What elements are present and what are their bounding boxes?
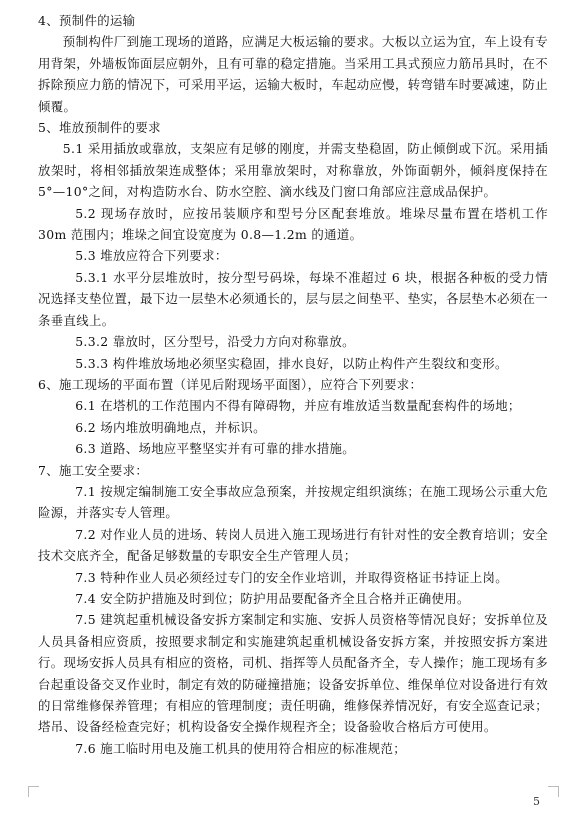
heading-site-layout: 6、施工现场的平面布置（详见后附现场平面图），应符合下列要求： xyxy=(38,376,423,392)
margin-mark-left xyxy=(28,786,39,797)
heading-transport: 4、预制件的运输 xyxy=(38,13,136,28)
page-number: 5 xyxy=(533,795,540,808)
document-body xyxy=(38,10,548,759)
paragraph-5-3: 5.3 堆放应符合下列要求： xyxy=(75,248,228,264)
paragraph-5-3-2: 5.3.2 靠放时，区分型号，沿受力方向对称靠放。 xyxy=(75,334,355,350)
paragraph-7-3: 7.3 特种作业人员必须经过专门的安全作业培训，并取得资格证书持证上岗。 xyxy=(75,569,508,585)
paragraph-5-3-1: 5.3.1 水平分层堆放时，按分型号码垛，每垛不准超过 6 块，根据各种板的受力情况选择支垫位置，最下边一层垫木必须通长的，层与层之间垫平、垫实，各层垫木必须在一条垂直线上。 xyxy=(38,269,548,328)
paragraph-transport: 预制构件厂到施工现场的道路，应满足大板运输的要求。大板以立运为宜，车上设有专用背架，外墙板饰面层应朝外，且有可靠的稳定措施。当采用工具式预应力筋吊具时，在不拆除预应力筋的情况下，可采用平运，运输大板时，车起动应慢，转弯错车时要减速，防止倾覆。 xyxy=(38,34,548,114)
heading-stacking: 5、堆放预制件的要求 xyxy=(38,120,161,136)
paragraph-7-4: 7.4 安全防护措施及时到位；防护用品要配备齐全且合格并正确使用。 xyxy=(75,590,470,606)
paragraph-5-3-3: 5.3.3 构件堆放场地必须坚实稳固，排水良好，以防止构件产生裂纹和变形。 xyxy=(75,355,508,371)
margin-mark-right xyxy=(548,786,559,797)
paragraph-6-2: 6.2 场内堆放明确地点，并标识。 xyxy=(75,419,266,435)
paragraph-5-1: 5.1 采用插放或靠放，支架应有足够的刚度，并需支垫稳固，防止倾倒或下沉。采用插放架时，将相邻插放架连成整体；采用靠放架时，对称靠放，外饰面朝外，倾斜度保持在 5°—10°之间，对构造防水台、防水空腔、滴水线及门窗口角部应注意成品保护。 xyxy=(38,141,548,200)
paragraph-7-5: 7.5 建筑起重机械设备安拆方案制定和实施、安拆人员资格等情况良好；安拆单位及人员具备相应资质，按照要求制定和实施建筑起重机械设备安拆方案，并按照安拆方案进行。现场安拆人员具有相应的资格，司机、指挥等人员配备齐全，专人操作；施工现场有多台起重设备交叉作业时，制定有效的防碰撞措施；设备安拆单位、维保单位对设备进行有效的日常维修保养管理；有相应的管理制度；责任明确，维修保养情况好，有安全巡查记录；塔吊、设备经检查完好；机构设备安全操作规程齐全；设备验收合格后方可使用。 xyxy=(38,612,548,735)
paragraph-7-6: 7.6 施工临时用电及施工机具的使用符合相应的标准规范； xyxy=(75,740,407,756)
paragraph-6-3: 6.3 道路、场地应平整坚实并有可靠的排水措施。 xyxy=(75,441,356,457)
paragraph-6-1: 6.1 在塔机的工作范围内不得有障碍物，并应有堆放适当数量配套构件的场地； xyxy=(75,398,521,414)
paragraph-5-2: 5.2 现场存放时，应按吊装顺序和型号分区配套堆放。堆垛尽量布置在塔机工作 30m 范围内；堆垛之间宜设宽度为 0.8—1.2m 的通道。 xyxy=(38,205,548,243)
paragraph-7-1: 7.1 按规定编制施工安全事故应急预案，并按规定组织演练；在施工现场公示重大危险源，并落实专人管理。 xyxy=(38,483,548,521)
paragraph-7-2: 7.2 对作业人员的进场、转岗人员进入施工现场进行有针对性的安全教育培训；安全技术交底齐全，配备足够数量的专职安全生产管理人员； xyxy=(38,526,548,564)
heading-safety: 7、施工安全要求： xyxy=(38,462,149,478)
